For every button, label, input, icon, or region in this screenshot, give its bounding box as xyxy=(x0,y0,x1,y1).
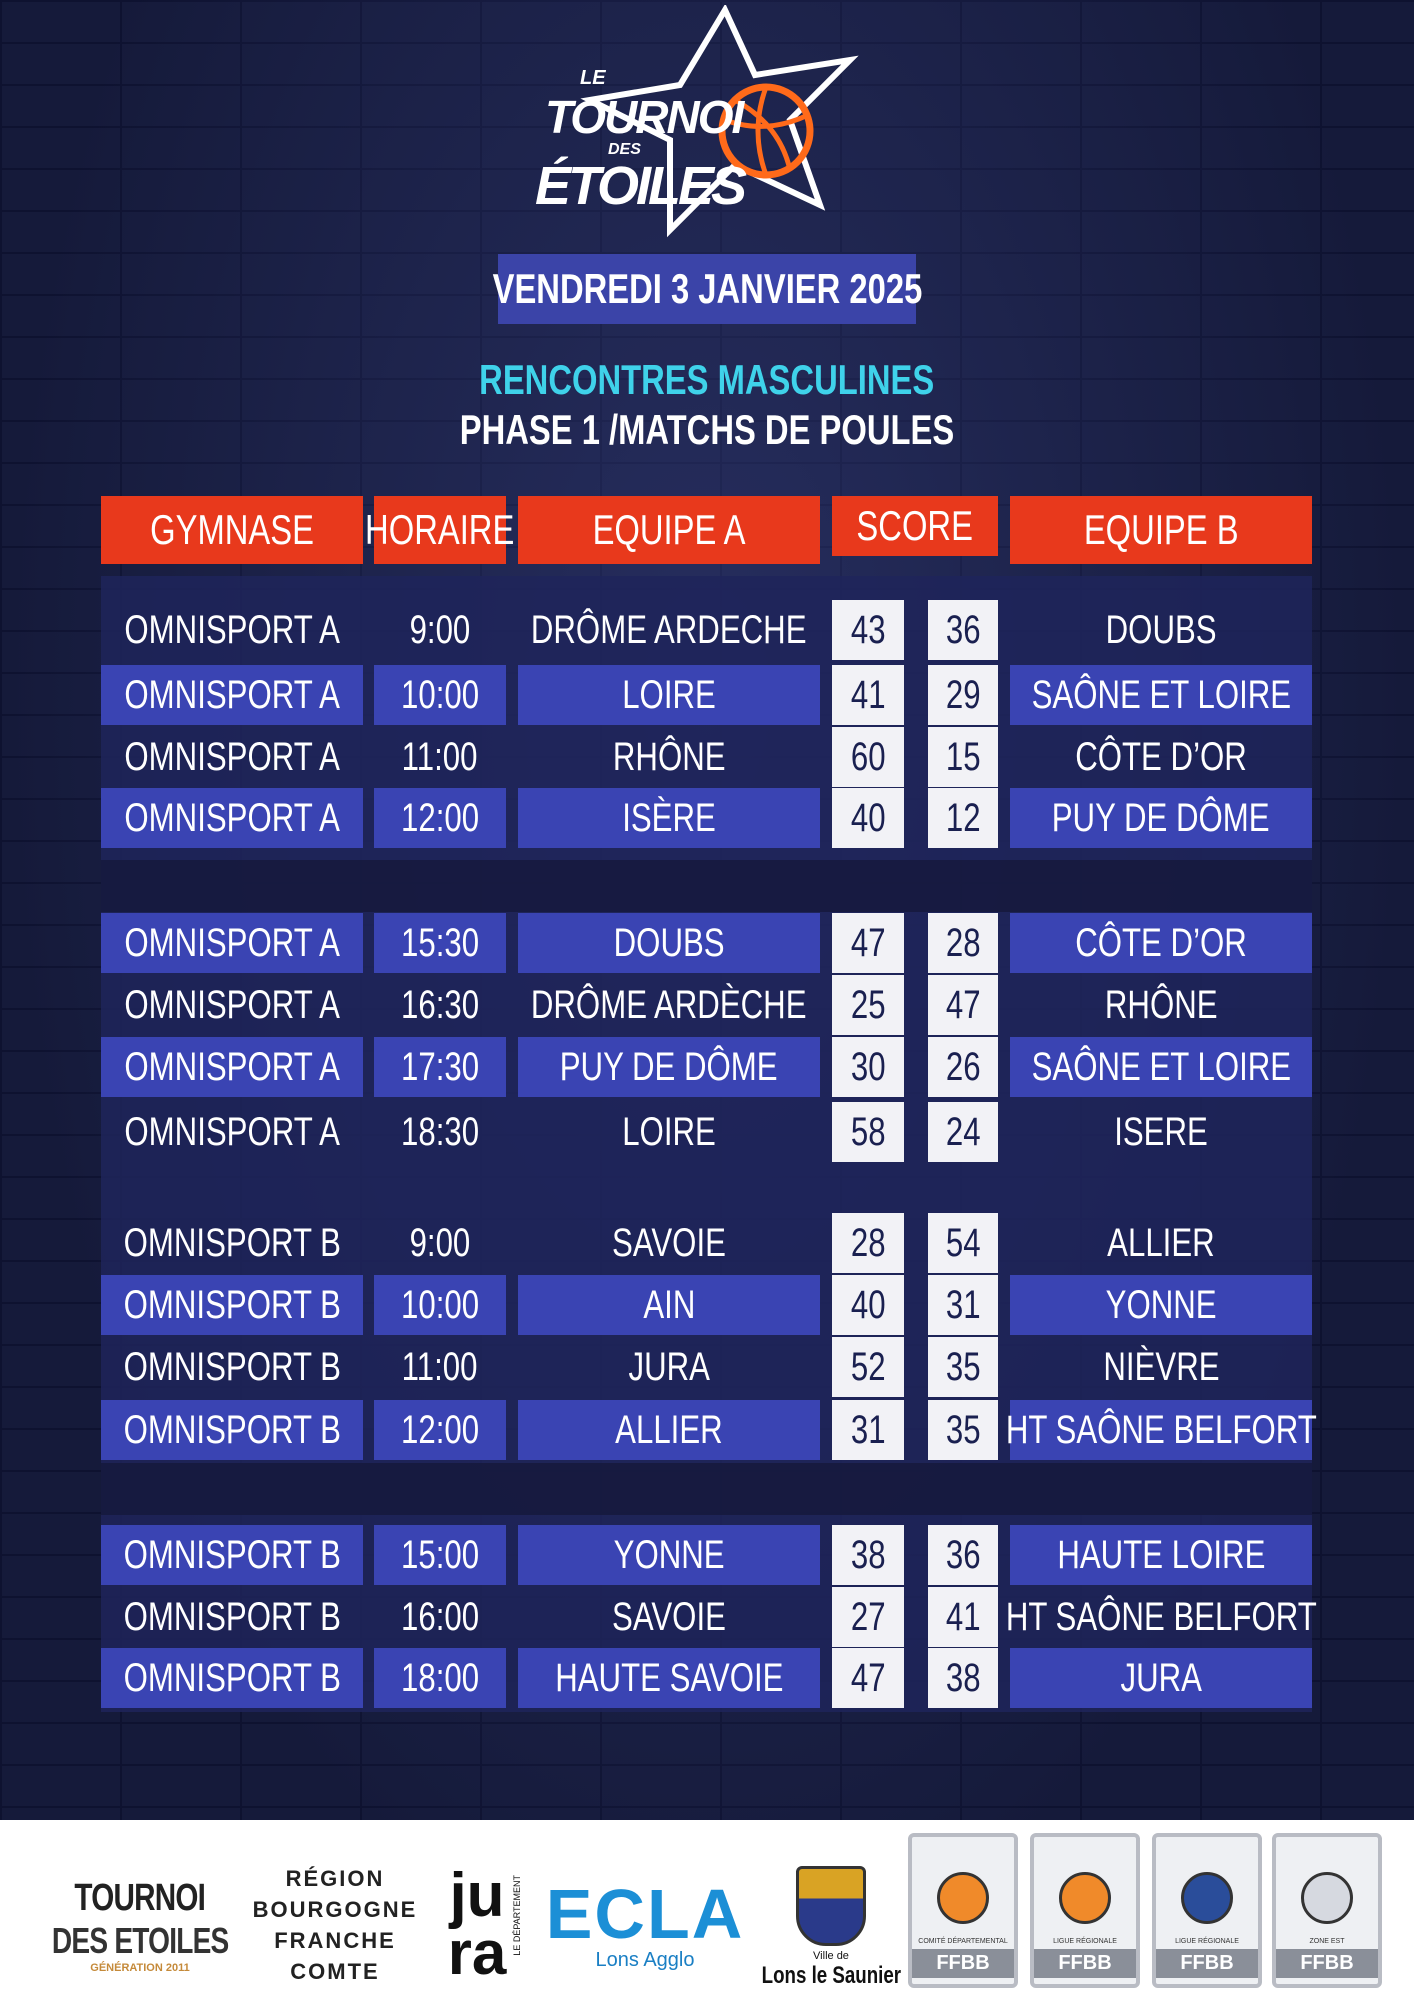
team-a-cell: LOIRE xyxy=(518,665,820,725)
score-a-cell: 58 xyxy=(832,1102,904,1162)
team-a-cell: ISÈRE xyxy=(518,788,820,848)
score-b-cell: 24 xyxy=(928,1102,998,1162)
score-b-cell: 31 xyxy=(928,1275,998,1335)
horaire-cell: 10:00 xyxy=(374,665,506,725)
match-row xyxy=(0,1648,1414,1708)
match-row xyxy=(0,1037,1414,1097)
horaire-cell: 15:30 xyxy=(374,913,506,973)
team-b-cell: DOUBS xyxy=(1105,607,1217,652)
team-b-cell: ISERE xyxy=(1114,1109,1208,1154)
team-a-cell: LOIRE xyxy=(622,1109,716,1154)
team-a-cell: DRÔME ARDECHE xyxy=(531,607,807,652)
match-row xyxy=(0,975,1414,1035)
score-b-cell: 26 xyxy=(928,1037,998,1097)
gymnase-cell: OMNISPORT A xyxy=(124,607,340,652)
score-a-cell: 40 xyxy=(832,1275,904,1335)
score-a-cell: 41 xyxy=(832,665,904,725)
horaire-cell: 9:00 xyxy=(409,607,471,652)
score-a-cell: 38 xyxy=(832,1525,904,1585)
team-b-cell: CÔTE D’OR xyxy=(1075,734,1247,779)
team-a-cell: JURA xyxy=(628,1344,710,1389)
header-horaire: HORAIRE xyxy=(374,496,506,564)
match-row xyxy=(0,788,1414,848)
match-row xyxy=(0,1587,1414,1647)
score-b-cell: 36 xyxy=(928,1525,998,1585)
schedule-gap xyxy=(101,860,1312,912)
horaire-cell: 16:30 xyxy=(400,982,480,1027)
team-b-cell: ALLIER xyxy=(1107,1220,1215,1265)
ffbb-badge-bfc: LIGUE RÉGIONALE FFBB xyxy=(1030,1833,1140,1988)
team-b-cell: JURA xyxy=(1010,1648,1312,1708)
logo-des: DES xyxy=(608,141,641,158)
team-a-cell: SAVOIE xyxy=(612,1220,726,1265)
match-row xyxy=(0,665,1414,725)
score-b-cell: 35 xyxy=(928,1400,998,1460)
team-a-cell: RHÔNE xyxy=(612,734,726,779)
match-row xyxy=(0,727,1414,787)
horaire-cell: 17:30 xyxy=(374,1037,506,1097)
score-b-cell: 28 xyxy=(928,913,998,973)
gymnase-cell: OMNISPORT B xyxy=(101,1400,363,1460)
section-title: RENCONTRES MASCULINES xyxy=(479,356,935,403)
gymnase-cell: OMNISPORT A xyxy=(101,1037,363,1097)
logo-le: LE xyxy=(580,67,606,89)
horaire-cell: 9:00 xyxy=(409,1220,471,1265)
match-row xyxy=(0,913,1414,973)
horaire-cell: 16:00 xyxy=(400,1594,480,1639)
score-a-cell: 25 xyxy=(832,975,904,1035)
gymnase-cell: OMNISPORT A xyxy=(101,788,363,848)
gymnase-cell: OMNISPORT A xyxy=(101,913,363,973)
score-b-cell: 54 xyxy=(928,1213,998,1273)
header-equipe-a: EQUIPE A xyxy=(518,496,820,564)
jura-departement-logo: ju ra LE DÉPARTEMENT xyxy=(447,1861,522,1988)
score-b-cell: 47 xyxy=(928,975,998,1035)
match-row xyxy=(0,1525,1414,1585)
horaire-cell: 15:00 xyxy=(374,1525,506,1585)
score-a-cell: 31 xyxy=(832,1400,904,1460)
team-a-cell: DOUBS xyxy=(518,913,820,973)
score-b-cell: 15 xyxy=(928,727,998,787)
match-row xyxy=(0,600,1414,660)
team-b-cell: NIÈVRE xyxy=(1102,1344,1220,1389)
region-bfc-logo: RÉGION BOURGOGNE FRANCHE COMTE xyxy=(252,1866,418,1984)
horaire-cell: 18:30 xyxy=(400,1109,480,1154)
team-a-cell: SAVOIE xyxy=(612,1594,726,1639)
gymnase-cell: OMNISPORT A xyxy=(124,734,340,779)
match-row xyxy=(0,1102,1414,1162)
team-b-cell: SAÔNE ET LOIRE xyxy=(1010,665,1312,725)
gymnase-cell: OMNISPORT B xyxy=(123,1220,341,1265)
header-gymnase: GYMNASE xyxy=(101,496,363,564)
header-equipe-b: EQUIPE B xyxy=(1010,496,1312,564)
phase-title: PHASE 1 /MATCHS DE POULES xyxy=(459,406,955,453)
team-b-cell: CÔTE D’OR xyxy=(1010,913,1312,973)
ffbb-badge-zone-est: ZONE EST FFBB xyxy=(1272,1833,1382,1988)
horaire-cell: 11:00 xyxy=(402,734,478,779)
score-a-cell: 27 xyxy=(832,1587,904,1647)
lons-le-saunier-logo: Ville de Lons le Saunier xyxy=(768,1860,894,1995)
score-a-cell: 40 xyxy=(832,788,904,848)
team-a-cell: DRÔME ARDÈCHE xyxy=(531,982,807,1027)
team-b-cell: RHÔNE xyxy=(1104,982,1218,1027)
team-b-cell: YONNE xyxy=(1010,1275,1312,1335)
match-row xyxy=(0,1400,1414,1460)
score-a-cell: 30 xyxy=(832,1037,904,1097)
basketball-icon xyxy=(1181,1872,1233,1924)
horaire-cell: 12:00 xyxy=(374,788,506,848)
basketball-icon xyxy=(1059,1872,1111,1924)
ffbb-badge-aura: LIGUE RÉGIONALE FFBB xyxy=(1152,1833,1262,1988)
france-map-icon xyxy=(1301,1872,1353,1924)
horaire-cell: 11:00 xyxy=(402,1344,478,1389)
team-a-cell: AIN xyxy=(518,1275,820,1335)
score-a-cell: 52 xyxy=(832,1337,904,1397)
tournoi-logo xyxy=(520,5,860,245)
team-a-cell: HAUTE SAVOIE xyxy=(518,1648,820,1708)
team-b-cell: PUY DE DÔME xyxy=(1010,788,1312,848)
team-b-cell: HAUTE LOIRE xyxy=(1010,1525,1312,1585)
score-b-cell: 12 xyxy=(928,788,998,848)
gymnase-cell: OMNISPORT B xyxy=(101,1525,363,1585)
gymnase-cell: OMNISPORT B xyxy=(101,1648,363,1708)
gymnase-cell: OMNISPORT B xyxy=(123,1594,341,1639)
horaire-cell: 10:00 xyxy=(374,1275,506,1335)
ecla-logo: ECLA Lons Agglo xyxy=(545,1874,745,1971)
header-score: SCORE xyxy=(832,496,998,556)
team-a-cell: ALLIER xyxy=(518,1400,820,1460)
horaire-cell: 12:00 xyxy=(374,1400,506,1460)
match-row xyxy=(0,1213,1414,1273)
score-a-cell: 28 xyxy=(832,1213,904,1273)
ffbb-badge-jura: COMITÉ DÉPARTEMENTAL FFBB xyxy=(908,1833,1018,1988)
score-b-cell: 36 xyxy=(928,600,998,660)
team-b-cell: HT SAÔNE BELFORT xyxy=(1005,1594,1317,1639)
team-a-cell: PUY DE DÔME xyxy=(518,1037,820,1097)
match-row xyxy=(0,1337,1414,1397)
team-b-cell: SAÔNE ET LOIRE xyxy=(1010,1037,1312,1097)
logo-etoiles: ÉTOILES xyxy=(535,156,745,216)
score-a-cell: 60 xyxy=(832,727,904,787)
gymnase-cell: OMNISPORT A xyxy=(124,1109,340,1154)
city-crest-icon xyxy=(796,1866,866,1946)
score-a-cell: 47 xyxy=(832,1648,904,1708)
match-row xyxy=(0,1275,1414,1335)
event-date: VENDREDI 3 JANVIER 2025 xyxy=(498,254,916,324)
gymnase-cell: OMNISPORT B xyxy=(123,1344,341,1389)
score-a-cell: 47 xyxy=(832,913,904,973)
gymnase-cell: OMNISPORT B xyxy=(101,1275,363,1335)
team-a-cell: YONNE xyxy=(518,1525,820,1585)
basketball-icon xyxy=(937,1872,989,1924)
score-a-cell: 43 xyxy=(832,600,904,660)
schedule-gap xyxy=(101,1463,1312,1515)
team-b-cell: HT SAÔNE BELFORT xyxy=(1010,1400,1312,1460)
score-b-cell: 38 xyxy=(928,1648,998,1708)
gymnase-cell: OMNISPORT A xyxy=(101,665,363,725)
tournoi-des-etoiles-logo: TOURNOI DES ETOILES GÉNÉRATION 2011 xyxy=(51,1876,229,1974)
horaire-cell: 18:00 xyxy=(374,1648,506,1708)
logo-tournoi: TOURNOI xyxy=(545,91,743,143)
score-b-cell: 41 xyxy=(928,1587,998,1647)
gymnase-cell: OMNISPORT A xyxy=(124,982,340,1027)
score-b-cell: 35 xyxy=(928,1337,998,1397)
score-b-cell: 29 xyxy=(928,665,998,725)
